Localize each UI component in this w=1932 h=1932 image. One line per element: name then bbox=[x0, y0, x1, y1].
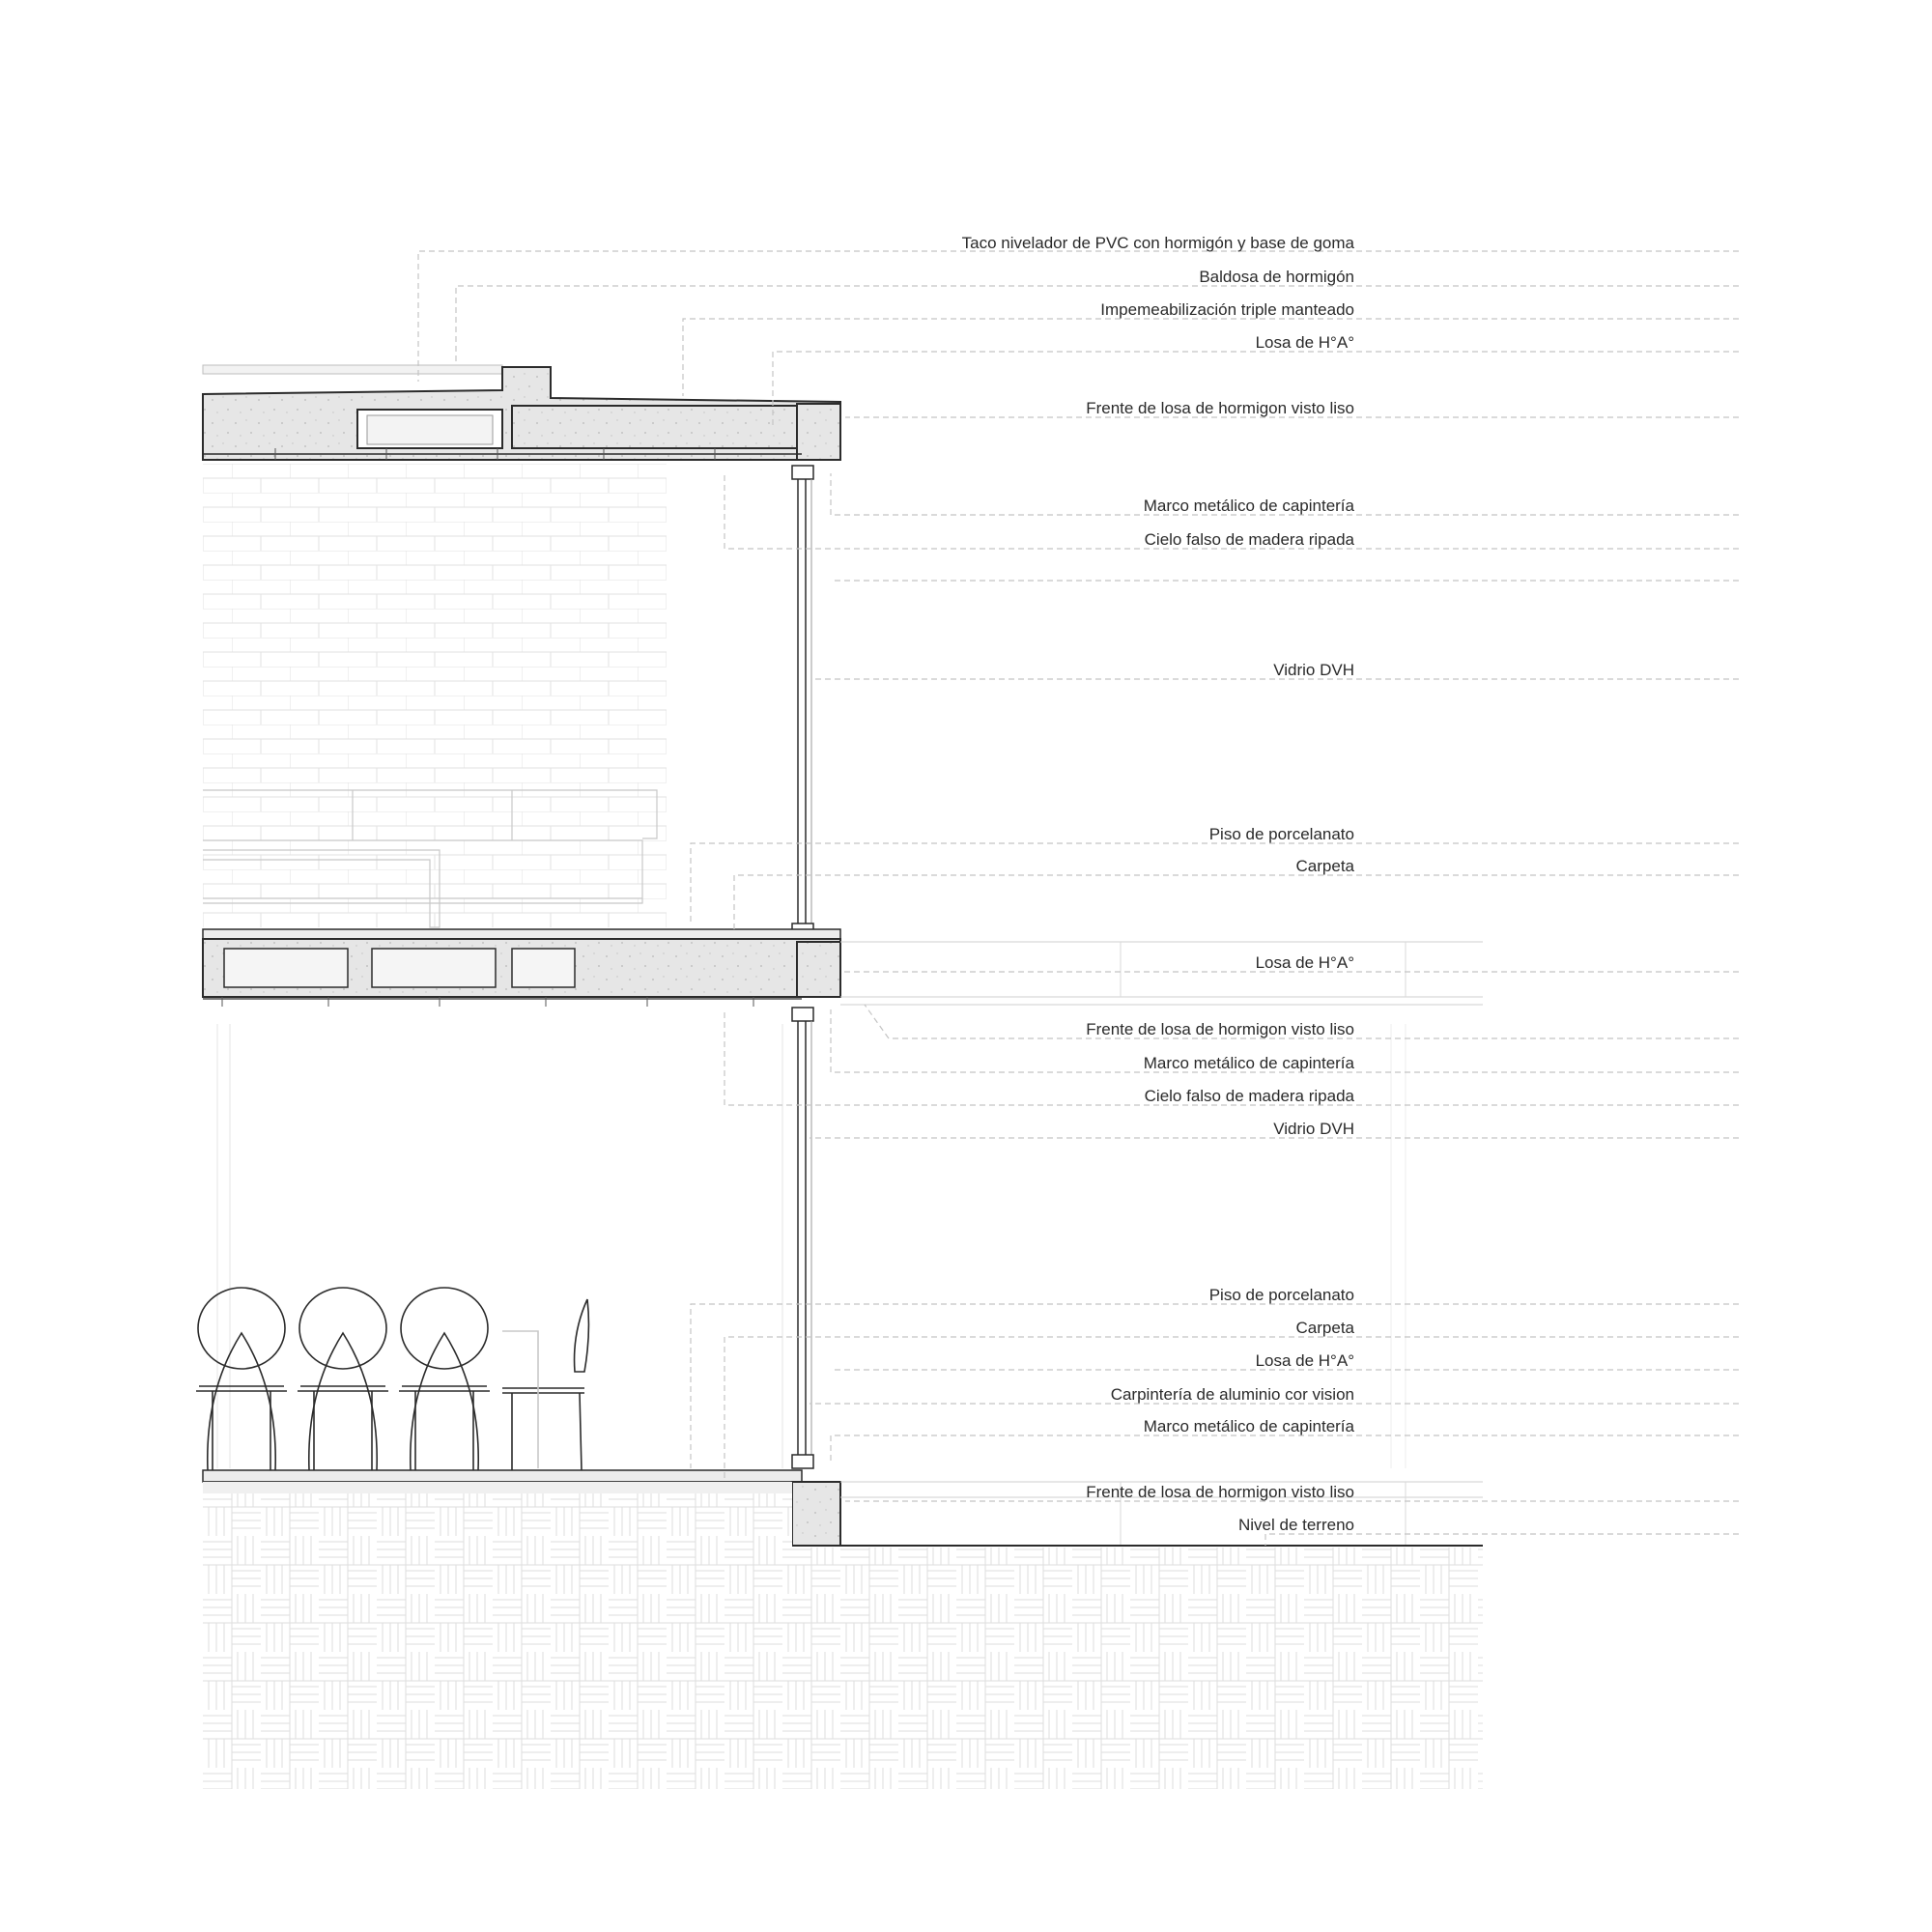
brick-wall-upper bbox=[203, 464, 667, 927]
label-frente-losa-roof: Frente de losa de hormigon visto liso bbox=[1086, 399, 1354, 417]
label-piso-lower: Piso de porcelanato bbox=[1208, 1286, 1354, 1304]
label-taco-nivelador: Taco nivelador de PVC con hormigón y base de goma bbox=[961, 234, 1354, 252]
label-frente-losa-middle: Frente de losa de hormigon visto liso bbox=[1086, 1020, 1354, 1038]
label-carpeta-upper: Carpeta bbox=[1295, 857, 1354, 875]
chairs bbox=[196, 1288, 588, 1470]
label-carpinteria-aluminio: Carpintería de aluminio cor vision bbox=[1110, 1385, 1354, 1404]
label-carpeta-lower: Carpeta bbox=[1295, 1319, 1354, 1337]
label-nivel-terreno: Nivel de terreno bbox=[1237, 1516, 1354, 1534]
label-marco-upper: Marco metálico de capintería bbox=[1143, 497, 1354, 515]
upper-window bbox=[792, 466, 813, 937]
label-baldosa-hormigon: Baldosa de hormigón bbox=[1199, 268, 1354, 286]
label-impermeabilizacion: Impemeabilización triple manteado bbox=[1100, 300, 1354, 319]
label-marco-lower: Marco metálico de capintería bbox=[1143, 1054, 1354, 1072]
label-losa-middle: Losa de H°A° bbox=[1255, 953, 1354, 972]
soil-hatch bbox=[203, 1548, 1483, 1789]
label-piso-upper: Piso de porcelanato bbox=[1208, 825, 1354, 843]
label-frente-losa-ground: Frente de losa de hormigon visto liso bbox=[1086, 1483, 1354, 1501]
label-losa-roof: Losa de H°A° bbox=[1255, 333, 1354, 352]
label-cielo-upper: Cielo falso de madera ripada bbox=[1144, 530, 1354, 549]
label-vidrio-upper: Vidrio DVH bbox=[1273, 661, 1354, 679]
label-vidrio-lower: Vidrio DVH bbox=[1273, 1120, 1354, 1138]
roof-assembly bbox=[203, 365, 840, 460]
label-cielo-lower: Cielo falso de madera ripada bbox=[1144, 1087, 1354, 1105]
label-marco-ground: Marco metálico de capintería bbox=[1143, 1417, 1354, 1435]
label-losa-ground: Losa de H°A° bbox=[1255, 1351, 1354, 1370]
